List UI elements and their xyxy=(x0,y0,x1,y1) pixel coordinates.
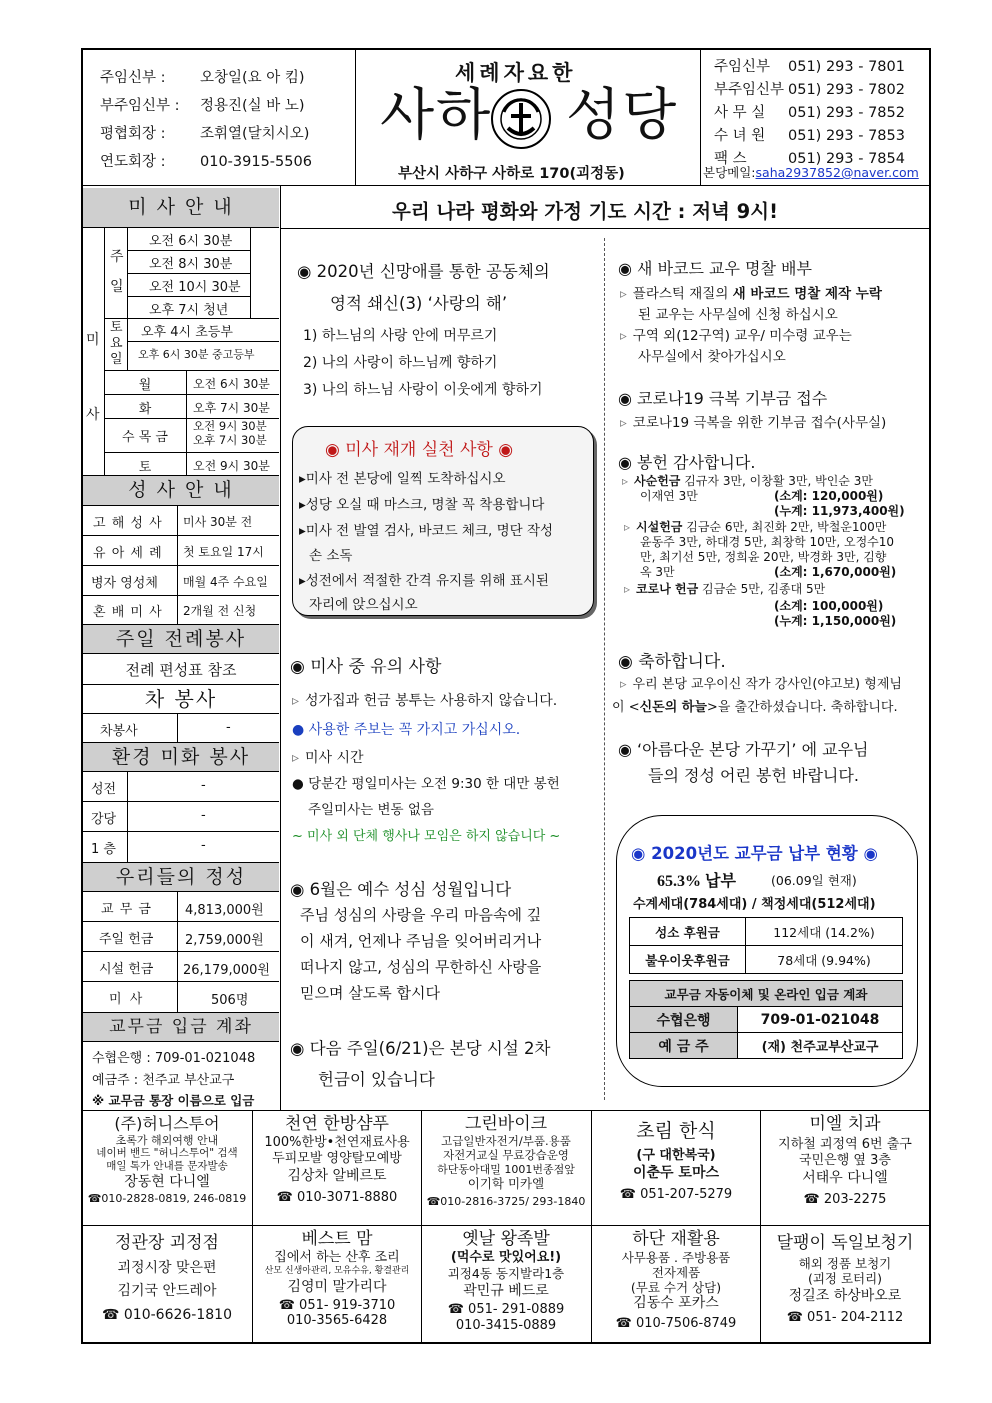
mass-table xyxy=(83,228,279,476)
tithe-percent: 65.3% 납부 xyxy=(657,873,736,890)
contact-row: 수 녀 원 051) 293 - 7853 xyxy=(714,128,905,144)
header-right-divider xyxy=(700,48,701,185)
tithe-status-panel xyxy=(616,815,918,1087)
covid-offering-line: ▹ 코로나 헌금 김금순 5만, 김종대 5만 xyxy=(624,582,826,596)
barcode-line-1: ▹ 플라스틱 재질의 새 바코드 명찰 제작 누락 xyxy=(620,286,882,302)
lent-offering-line-2: 이재연 3만 xyxy=(640,489,698,503)
parish-address: 부산시 사하구 사하로 170(괴정동) xyxy=(398,166,625,182)
ads-divider xyxy=(81,1110,931,1111)
weekday-sat: 토 xyxy=(138,460,152,475)
support-table: 성소 후원금 112세대 (14.2%) 불우이웃후원금 78세대 (9.94%) xyxy=(629,917,903,974)
weekday-tue-time: 오후 7시 30분 xyxy=(193,401,270,415)
pastor-row: 주임신부 : 오창일(요 아 킴) xyxy=(100,70,305,86)
memorial-row: 연도회장 : 010-3915-5506 xyxy=(100,154,312,170)
section-sacred-heart-title: ◉ 6월은 예수 성심 성월입니다 xyxy=(290,880,512,899)
barcode-line-4: 사무실에서 찾아가십시오 xyxy=(638,349,786,365)
facility-offering-line-3: 만, 최기선 5만, 정희윤 20만, 박경화 3만, 김향 xyxy=(640,550,887,564)
mass-note-2: ● 사용한 주보는 꼭 가지고 가십시오. xyxy=(292,722,521,738)
lent-offering-subtotal: (소계: 120,000원) xyxy=(774,489,884,503)
section-beautify-title-2: 들의 정성 어린 봉헌 바랍니다. xyxy=(648,766,859,785)
contact-row: 주임신부 051) 293 - 7801 xyxy=(714,59,905,75)
offering-row: 시설 헌금 26,179,000원 xyxy=(83,952,279,982)
sacrament-title: 성 사 안 내 xyxy=(83,476,279,506)
section-mass-notes-title: ◉ 미사 중 유의 사항 xyxy=(290,657,442,677)
contact-row: 부주임신부 051) 293 - 7802 xyxy=(714,82,905,98)
covid-offering-subtotal: (소계: 100,000원) xyxy=(774,599,884,613)
sacred-heart-line-4: 믿으며 살도록 합시다 xyxy=(300,984,440,1002)
sacred-heart-line-2: 이 새겨, 언제나 주님을 잊어버리거나 xyxy=(300,932,542,950)
second-collection-title-2: 헌금이 있습니다 xyxy=(318,1070,435,1089)
header-left-divider xyxy=(355,48,356,185)
offering-row: 교 무 금 4,813,000원 xyxy=(83,892,279,922)
mass-resume-item-4: ▸성전에서 적절한 간격 유지를 위해 표시된 xyxy=(299,573,549,589)
auto-transfer-table: 교무금 자동이체 및 온라인 입금 계좌 수협은행 709-01-021048 예 금 주 (재) 천주교부산교구 xyxy=(629,980,903,1059)
sacrament-row: 병자 영성체 매월 4주 수요일 xyxy=(83,566,279,596)
sunday-mass-1: 오전 6시 30분 xyxy=(149,234,233,249)
car-service-title: 차 봉사 xyxy=(83,684,279,714)
section-faith-title-2: 영적 쇄신(3) ‘사랑의 해’ xyxy=(330,294,508,313)
account-title: 교무금 입금 계좌 xyxy=(83,1012,279,1042)
car-service-label: 차봉사 xyxy=(100,724,138,739)
church-logo xyxy=(490,88,552,150)
covid-line: ▹ 코로나19 극복을 위한 기부금 접수(사무실) xyxy=(620,415,887,431)
mass-note-5: 주일미사는 변동 없음 xyxy=(308,802,434,818)
sunday-mass-4: 오후 7시 청년 xyxy=(149,303,229,318)
tithe-households: 수계세대(784세대) / 책정세대(512세대) xyxy=(633,897,876,912)
prayer-banner: 우리 나라 평화와 가정 기도 시간 : 저녁 9시! xyxy=(392,200,778,223)
weekday-wed-time: 오전 9시 30분 xyxy=(193,419,267,433)
facility-offering-line-2: 윤동주 3만, 하대경 5만, 최창학 10만, 오정수10 xyxy=(640,535,895,549)
sacrament-row: 혼 배 미 사 2개월 전 신청 xyxy=(83,596,279,624)
account-line-2: 예금주 : 천주교 부산교구 xyxy=(92,1073,235,1088)
ad-hadan-recycle: 하단 재활용 사무용품 . 주방용품 전자제품 (무료 수거 상담) 김동수 포카스 ☎ 010-7506-8749 xyxy=(615,1229,737,1331)
sidebar-divider xyxy=(280,185,281,1110)
faith-item-1: 1) 하느님의 사랑 안에 머무르기 xyxy=(303,328,498,344)
tithe-date: (06.09일 현재) xyxy=(771,873,857,888)
sacrament-row: 고 해 성 사 미사 30분 전 xyxy=(83,506,279,536)
congrats-line-2: 이 <신돈의 하늘>을 출간하셨습니다. 축하합니다. xyxy=(612,700,898,715)
mass-resume-item-3: ▸미사 전 발열 검사, 바코드 체크, 명단 작성 xyxy=(299,523,554,539)
tithe-title: ◉ 2020년도 교무금 납부 현황 ◉ xyxy=(631,844,878,863)
sacred-heart-line-3: 떠나지 않고, 성심의 무한하신 사랑을 xyxy=(300,958,542,976)
liturgy-title: 주일 전례봉사 xyxy=(83,624,279,654)
mass-note-4: ● 당분간 평일미사는 오전 9:30 한 대만 봉헌 xyxy=(292,776,560,792)
liturgy-value: 전례 편성표 참조 xyxy=(125,661,237,679)
ad-miel-dental: 미엘 치과 지하철 괴정역 6번 출구 국민은행 옆 3층 서태우 다니엘 ☎ 203-2275 xyxy=(778,1114,912,1207)
ad-chorim-hansik: 초림 한식 (구 대한복국) 이춘두 토마스 ☎ 051-207-5279 xyxy=(619,1120,733,1202)
parish-title-left: 사하 xyxy=(380,83,493,148)
council-row: 평협회장 : 조휘열(달치시오) xyxy=(100,126,310,142)
weekday-mon-time: 오전 6시 30분 xyxy=(193,377,270,391)
ad-old-jokbal: 옛날 왕족발 (먹수로 맛있어요!) 괴정4동 동지발라1층 곽민규 베드로 ☎ 051- 291-0889 010-3415-0889 xyxy=(447,1229,565,1333)
ad-herbal-shampoo: 천연 한방샴푸 100%한방•천연재료사용 두피모발 영양탈모예방 김상차 알베르토 ☎ 010-3071-8880 xyxy=(264,1114,410,1205)
contact-row: 팩 스 051) 293 - 7854 xyxy=(714,151,905,167)
banner-divider xyxy=(281,228,931,229)
mass-label: 미 사 xyxy=(86,332,100,423)
parish-title-right: 성당 xyxy=(566,83,679,148)
weekday-wed: 수 목 금 xyxy=(122,430,168,445)
section-faith-title-1: ◉ 2020년 신망애를 통한 공동체의 xyxy=(297,262,550,281)
mass-resume-item-1: ▸미사 전 본당에 일찍 도착하십시오 xyxy=(299,471,506,487)
column-divider xyxy=(604,238,605,1100)
env-row: 1 층 - xyxy=(83,832,279,862)
offering-title: 우리들의 정성 xyxy=(83,862,279,892)
mass-resume-item-2: ▸성당 오실 때 마스크, 명찰 꼭 착용합니다 xyxy=(299,497,545,513)
contact-row: 사 무 실 051) 293 - 7852 xyxy=(714,105,905,121)
lent-offering-total: (누계: 11,973,400원) xyxy=(774,504,905,518)
weekday-mon: 월 xyxy=(138,378,152,393)
account-line-3: ※ 교무금 통장 이름으로 입금 xyxy=(92,1093,255,1108)
offering-row: 미 사 506명 xyxy=(83,982,279,1012)
env-row: 성전 - xyxy=(83,772,279,802)
mass-resume-item-3b: 손 소독 xyxy=(309,548,353,564)
ad-snail-hearing: 달팽이 독일보청기 해외 정품 보청기 (괴정 로터리) 정길조 하상바오로 ☎ 051- 204-2112 xyxy=(776,1233,914,1325)
car-service-value: - xyxy=(226,720,231,735)
weekday-sat-time: 오전 9시 30분 xyxy=(193,459,270,473)
email-row: 본당메일:saha2937852@naver.com xyxy=(703,165,919,180)
env-row: 강당 - xyxy=(83,802,279,832)
section-beautify-title-1: ◉ ‘아름다운 본당 가꾸기’ 에 교우님 xyxy=(618,740,869,759)
covid-offering-total: (누계: 1,150,000원) xyxy=(774,614,897,628)
ad-green-bike: 그린바이크 고급일반자전거/부품.용품 자전거교실 무료강습운영 하단동아대밀 1001번종점앞 이기학 미카엘 ☎010-2816-3725/ 293-1840 xyxy=(426,1114,586,1208)
offering-row: 주일 헌금 2,759,000원 xyxy=(83,922,279,952)
section-covid-title: ◉ 코로나19 극복 기부금 접수 xyxy=(618,389,828,408)
weekday-wed-time2: 오후 7시 30분 xyxy=(193,433,267,447)
barcode-line-3: ▹ 구역 외(12구역) 교우/ 미수령 교우는 xyxy=(620,328,852,344)
parish-subtitle: 세례자요한 xyxy=(455,61,577,85)
mass-guide-title: 미 사 안 내 xyxy=(83,188,279,228)
mass-resume-box xyxy=(292,426,594,616)
sunday-mass-3: 오전 10시 30분 xyxy=(149,280,241,295)
mass-note-6: ~ 미사 외 단체 행사나 모임은 하지 않습니다 ~ xyxy=(292,829,561,844)
assistant-pastor-row: 부주임신부 : 정용진(실 바 노) xyxy=(100,98,305,114)
ad-jeonggwanjang: 정관장 괴정점 괴정시장 맞은편 김기국 안드레아 ☎ 010-6626-1810 xyxy=(102,1233,232,1323)
sunday-label: 주일 xyxy=(110,249,124,295)
saturday-label: 토요일 xyxy=(110,320,123,367)
section-thanks-title: ◉ 봉헌 감사합니다. xyxy=(618,453,756,472)
weekday-tue: 화 xyxy=(138,402,152,417)
header-divider xyxy=(81,185,931,186)
second-collection-title-1: ◉ 다음 주일(6/21)은 본당 시설 2차 xyxy=(290,1039,551,1058)
sacrament-row: 유 아 세 례 첫 토요일 17시 xyxy=(83,536,279,566)
account-line-1: 수협은행 : 709-01-021048 xyxy=(92,1051,256,1066)
facility-offering-subtotal: (소계: 1,670,000원) xyxy=(774,565,897,579)
environment-title: 환경 미화 봉사 xyxy=(83,742,279,772)
ad-best-mom: 베스트 맘 집에서 하는 산후 조리 산모 신생아관리, 모유수유, 황결관리 김영미 말가리다 ☎ 051- 919-3710 010-3565-6428 xyxy=(264,1229,410,1329)
faith-item-2: 2) 나의 사랑이 하느님께 향하기 xyxy=(303,355,498,371)
barcode-line-2: 된 교우는 사무실에 신청 하십시오 xyxy=(638,307,838,323)
faith-item-3: 3) 나의 하느님 사랑이 이웃에게 향하기 xyxy=(303,382,543,398)
facility-offering-line-4: 옥 3만 xyxy=(640,565,675,579)
sunday-mass-2: 오전 8시 30분 xyxy=(149,257,233,272)
lent-offering-line: ▹ 사순헌금 김규자 3만, 이창활 3만, 박인순 3만 xyxy=(622,474,873,488)
mass-note-3: ▹ 미사 시간 xyxy=(292,750,364,766)
section-congrats-title: ◉ 축하합니다. xyxy=(618,652,726,672)
saturday-mass-1: 오후 4시 초등부 xyxy=(141,325,233,340)
saturday-mass-2: 오후 6시 30분 중고등부 xyxy=(138,348,255,361)
sacred-heart-line-1: 주님 성심의 사랑을 우리 마음속에 깊 xyxy=(300,906,542,924)
mass-resume-item-4b: 자리에 앉으십시오 xyxy=(309,597,418,613)
facility-offering-line: ▹ 시설헌금 김금순 6만, 최진화 2만, 박철운100만 xyxy=(624,520,887,534)
email-link[interactable]: saha2937852@naver.com xyxy=(755,165,919,180)
congrats-line-1: ▹ 우리 본당 교우이신 작가 강사인(야고보) 형제님 xyxy=(620,677,902,692)
section-barcode-title: ◉ 새 바코드 교우 명찰 배부 xyxy=(618,259,812,278)
ad-honeys-tour: (주)허니스투어 초록가 해외여행 안내 네이버 밴드 "허니스투어" 검색 매일 톡가 안내를 문자발송 장동현 다니엘 ☎010-2828-0819, 246-0819 xyxy=(87,1114,247,1205)
mass-resume-title: ◉ 미사 재개 실천 사항 ◉ xyxy=(325,440,514,460)
mass-note-1: ▹ 성가집과 헌금 봉투는 사용하지 않습니다. xyxy=(292,693,558,709)
